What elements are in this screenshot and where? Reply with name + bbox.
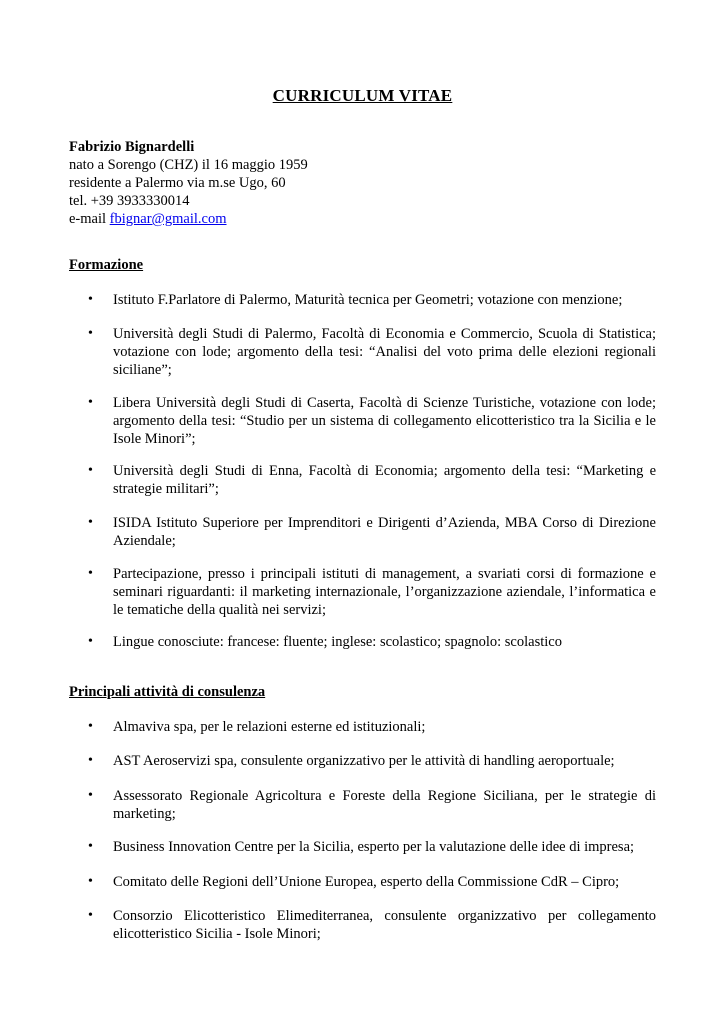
- list-item-text: Comitato delle Regioni dell’Unione Europea, esperto della Commissione CdR – Cipro;: [113, 874, 620, 890]
- document-title: CURRICULUM VITAE: [272, 86, 453, 105]
- list-item-text: Università degli Studi di Enna, Facoltà di Economia; argomento della tesi: “Marketing e strategie militari”;: [113, 463, 656, 497]
- bullet-icon: •: [88, 634, 93, 649]
- bullet-icon: •: [88, 753, 93, 768]
- list-item: [0, 718, 725, 736]
- bullet-icon: •: [88, 463, 93, 478]
- phone-info: tel. +39 3933330014: [69, 193, 190, 209]
- list-item: [0, 394, 725, 448]
- bullet-icon: •: [88, 395, 93, 410]
- contact-block: [69, 138, 308, 228]
- section-heading-formazione: Formazione: [69, 257, 144, 273]
- list-item: [0, 462, 725, 498]
- list-item: [0, 787, 725, 823]
- section-heading-consulenza: Principali attività di consulenza: [69, 684, 266, 700]
- list-item-text: Lingue conosciute: francese: fluente; inglese: scolastico; spagnolo: scolastico: [113, 634, 562, 650]
- list-item-text: AST Aeroservizi spa, consulente organizzativo per le attività di handling aeroportuale;: [113, 753, 615, 769]
- list-item: [0, 752, 725, 770]
- bullet-icon: •: [88, 719, 93, 734]
- bullet-icon: •: [88, 908, 93, 923]
- list-item: [0, 325, 725, 379]
- email-link[interactable]: fbignar@gmail.com: [109, 211, 227, 227]
- list-item-text: Almaviva spa, per le relazioni esterne ed istituzionali;: [113, 719, 426, 735]
- list-item-text: Consorzio Elicotteristico Elimediterranea, consulente organizzativo per collegamento elicotteristico Sicilia - Isole Minori;: [113, 908, 656, 942]
- residence-info: residente a Palermo via m.se Ugo, 60: [69, 175, 286, 191]
- list-item-text: Assessorato Regionale Agricoltura e Foreste della Regione Siciliana, per le strategie di marketing;: [113, 788, 656, 822]
- list-item: [0, 838, 725, 856]
- email-info: [69, 210, 308, 228]
- bullet-icon: •: [88, 326, 93, 341]
- list-item: [0, 633, 725, 651]
- list-item-text: Libera Università degli Studi di Caserta, Facoltà di Scienze Turistiche, votazione con lode; argomento della tesi: “Studio per un sistema di collegamento elicotteristico tra la Sicilia e le Isole Minori”;: [113, 395, 656, 447]
- list-item-text: ISIDA Istituto Superiore per Imprenditori e Dirigenti d’Azienda, MBA Corso di Direzione Aziendale;: [113, 515, 656, 549]
- bullet-icon: •: [88, 839, 93, 854]
- list-item-text: Università degli Studi di Palermo, Facoltà di Economia e Commercio, Scuola di Statistica; votazione con lode; argomento della tesi: “Analisi del voto prima delle elezioni regionali siciliane”;: [113, 326, 656, 378]
- list-item: [0, 291, 725, 309]
- list-item-text: Istituto F.Parlatore di Palermo, Maturità tecnica per Geometri; votazione con menzione;: [113, 292, 623, 308]
- bullet-icon: •: [88, 292, 93, 307]
- list-item: [0, 514, 725, 550]
- list-item: [0, 907, 725, 943]
- bullet-icon: •: [88, 788, 93, 803]
- bullet-icon: •: [88, 566, 93, 581]
- list-item: [0, 873, 725, 891]
- bullet-icon: •: [88, 874, 93, 889]
- birth-info: nato a Sorengo (CHZ) il 16 maggio 1959: [69, 157, 308, 173]
- email-label: e-mail: [69, 211, 110, 227]
- list-item-text: Partecipazione, presso i principali istituti di management, a svariati corsi di formazione e seminari riguardanti: il marketing internazionale, l’organizzazione aziendale, l’informatica e le tematiche della qualità nei servizi;: [113, 566, 656, 618]
- list-item-text: Business Innovation Centre per la Sicilia, esperto per la valutazione delle idee di impresa;: [113, 839, 635, 855]
- person-name: Fabrizio Bignardelli: [69, 139, 195, 155]
- bullet-icon: •: [88, 515, 93, 530]
- list-item: [0, 565, 725, 619]
